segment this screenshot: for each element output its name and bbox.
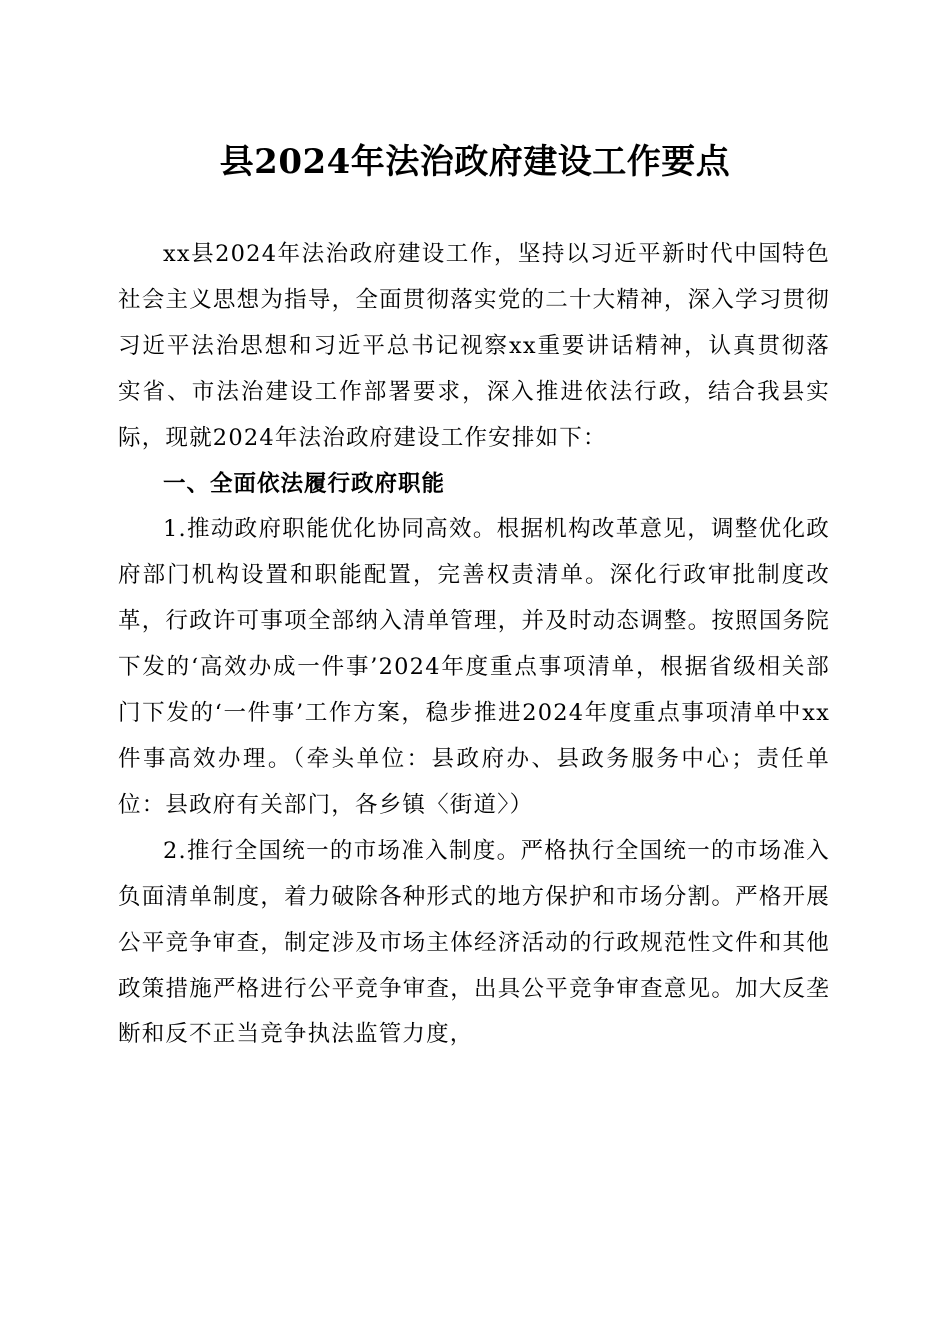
item-paragraph-1: 1.推动政府职能优化协同高效。根据机构改革意见，调整优化政府部门机构设置和职能配置，完善权责清单。深化行政审批制度改革，行政许可事项全部纳入清单管理，并及时动态调整。按照国务院下发的‘高效办成一件事’2024年度重点事项清单，根据省级相关部门下发的‘一件事’工作方案，稳步推进2024年度重点事项清单中xx件事高效办理。（牵头单位：县政府办、县政务服务中心；责任单位：县政府有关部门，各乡镇〈街道〉） [118,516,830,818]
section-heading-1: 一、全面依法履行政府职能 [163,470,446,497]
document-body [118,232,830,1058]
document-title: 县2024年法治政府建设工作要点 [219,142,731,182]
intro-paragraph: xx县2024年法治政府建设工作，坚持以习近平新时代中国特色社会主义思想为指导，全面贯彻落实党的二十大精神，深入学习贯彻习近平法治思想和习近平总书记视察xx重要讲话精神，认真贯彻落实省、市法治建设工作部署要求，深入推进依法行政，结合我县实际，现就2024年法治政府建设工作安排如下： [118,241,830,451]
item-paragraph-2: 2.推行全国统一的市场准入制度。严格执行全国统一的市场准入负面清单制度，着力破除各种形式的地方保护和市场分割。严格开展公平竞争审查，制定涉及市场主体经济活动的行政规范性文件和其他政策措施严格进行公平竞争审查，出具公平竞争审查意见。加大反垄断和反不正当竞争执法监管力度， [118,837,830,1048]
